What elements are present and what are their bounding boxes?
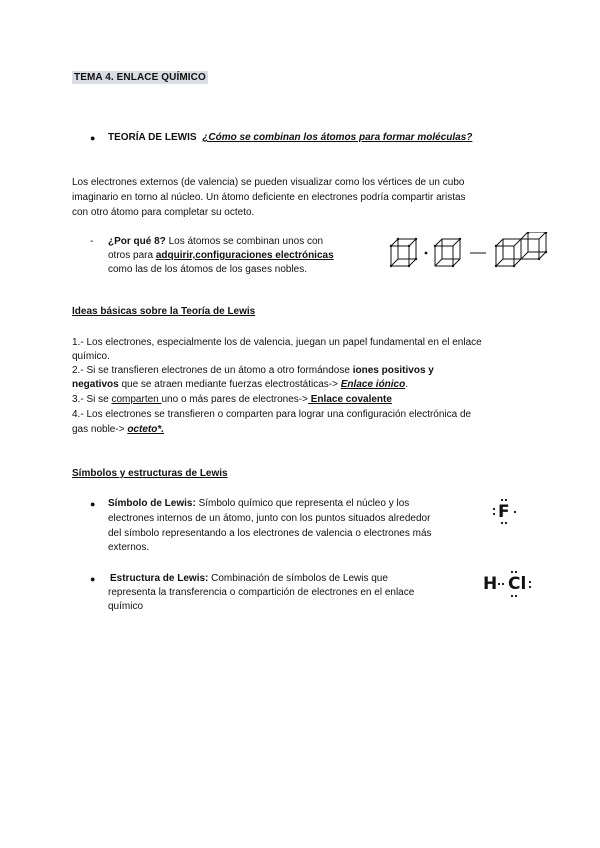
structure-line-2: representa la transferencia o compartición de electrones en el enlace <box>108 587 415 598</box>
idea-2-bold-2: negativos <box>72 379 119 390</box>
bullet-icon: ● <box>90 574 96 584</box>
structure-text-1: Combinación de símbolos de Lewis que <box>208 573 388 584</box>
why8-line-1 <box>108 235 323 249</box>
symbol-text-1: Símbolo químico que representa el núcleo y los <box>195 498 410 509</box>
idea-2-mid: que se atraen mediante fuerzas electrostáticas-> <box>118 379 341 390</box>
chlorine-symbol: Cl <box>508 574 527 594</box>
idea-2-text: 2.- Si se transfieren electrones de un átomo a otro formándose <box>72 365 353 376</box>
lewis-theory-line <box>108 131 472 145</box>
why8-line-2 <box>108 249 334 263</box>
intro-line-2: imaginario en torno al núcleo. Un átomo deficiente en electrones podría compartir aristas <box>72 192 466 203</box>
hcl-lewis-structure <box>480 570 536 600</box>
cube-diagram <box>388 232 558 272</box>
intro-line-3: con otro átomo para completar su octeto. <box>72 207 255 218</box>
lewis-theory-question: ¿Cómo se combinan los átomos para formar moléculas? <box>202 132 473 143</box>
bullet-icon: ● <box>90 499 96 509</box>
idea-3-mid: uno o más pares de electrones-> <box>161 394 308 405</box>
why8-question: ¿Por qué 8? <box>108 236 166 247</box>
idea-4-text: gas noble-> <box>72 424 128 435</box>
dash-marker: - <box>90 236 94 247</box>
intro-line-1: Los electrones externos (de valencia) se pueden visualizar como los vértices de un cubo <box>72 177 465 188</box>
why8-bold: adquirir,configuraciones electrónicas <box>155 250 334 261</box>
cube-icon <box>391 239 416 266</box>
symbol-line-4: externos. <box>108 542 150 553</box>
ideas-heading: Ideas básicas sobre la Teoría de Lewis <box>72 306 256 317</box>
idea-3-line <box>72 393 392 407</box>
symbol-line-3: del símbolo representando a los electrones de valencia o electrones más <box>108 528 432 539</box>
fluorine-symbol: F <box>498 502 510 522</box>
idea-4-line-2 <box>72 423 164 437</box>
symbols-heading: Símbolos y estructuras de Lewis <box>72 468 228 479</box>
why8-text-2: otros para <box>108 250 156 261</box>
cube-pair-icon <box>496 232 546 266</box>
symbol-label: Símbolo de Lewis: <box>108 498 196 509</box>
structure-line-3: químico <box>108 601 144 612</box>
idea-2-end: . <box>405 379 409 390</box>
octet-link[interactable]: octeto*. <box>127 424 164 435</box>
electron-dots <box>490 497 520 527</box>
ionic-bond-link[interactable]: Enlace iónico <box>340 379 406 390</box>
lewis-theory-label: TEORÍA DE LEWIS <box>108 132 197 143</box>
why8-text-1: Los átomos se combinan unos con <box>165 236 324 247</box>
bullet-icon: ● <box>90 133 96 143</box>
idea-1-line-2: químico. <box>72 351 110 362</box>
electron-dots <box>480 570 536 600</box>
page-title: TEMA 4. ENLACE QUÍMICO <box>74 72 206 83</box>
idea-1-line-1: 1.- Los electrones, especialmente los de valencia, juegan un papel fundamental en el enlace <box>72 337 482 348</box>
structure-line-1 <box>108 572 388 586</box>
hydrogen-symbol: H <box>483 574 498 594</box>
why8-line-3: como las de los átomos de los gases nobles. <box>108 264 307 275</box>
idea-2-line-1 <box>72 364 434 378</box>
idea-3-text: 3.- Si se <box>72 394 112 405</box>
cube-icon <box>435 239 460 266</box>
idea-3-underline: comparten <box>111 394 162 405</box>
symbol-line-2: electrones internos de un átomo, junto con los puntos situados alrededor <box>108 513 431 524</box>
structure-label: Estructura de Lewis: <box>110 573 209 584</box>
covalent-bond-link[interactable]: Enlace covalente <box>307 394 392 405</box>
idea-2-bold: iones positivos y <box>352 365 434 376</box>
fluorine-lewis-symbol <box>490 497 520 527</box>
symbol-line-1 <box>108 497 409 511</box>
idea-4-line-1: 4.- Los electrones se transfieren o comparten para lograr una configuración electrónica de <box>72 409 472 420</box>
idea-2-line-2 <box>72 378 408 392</box>
